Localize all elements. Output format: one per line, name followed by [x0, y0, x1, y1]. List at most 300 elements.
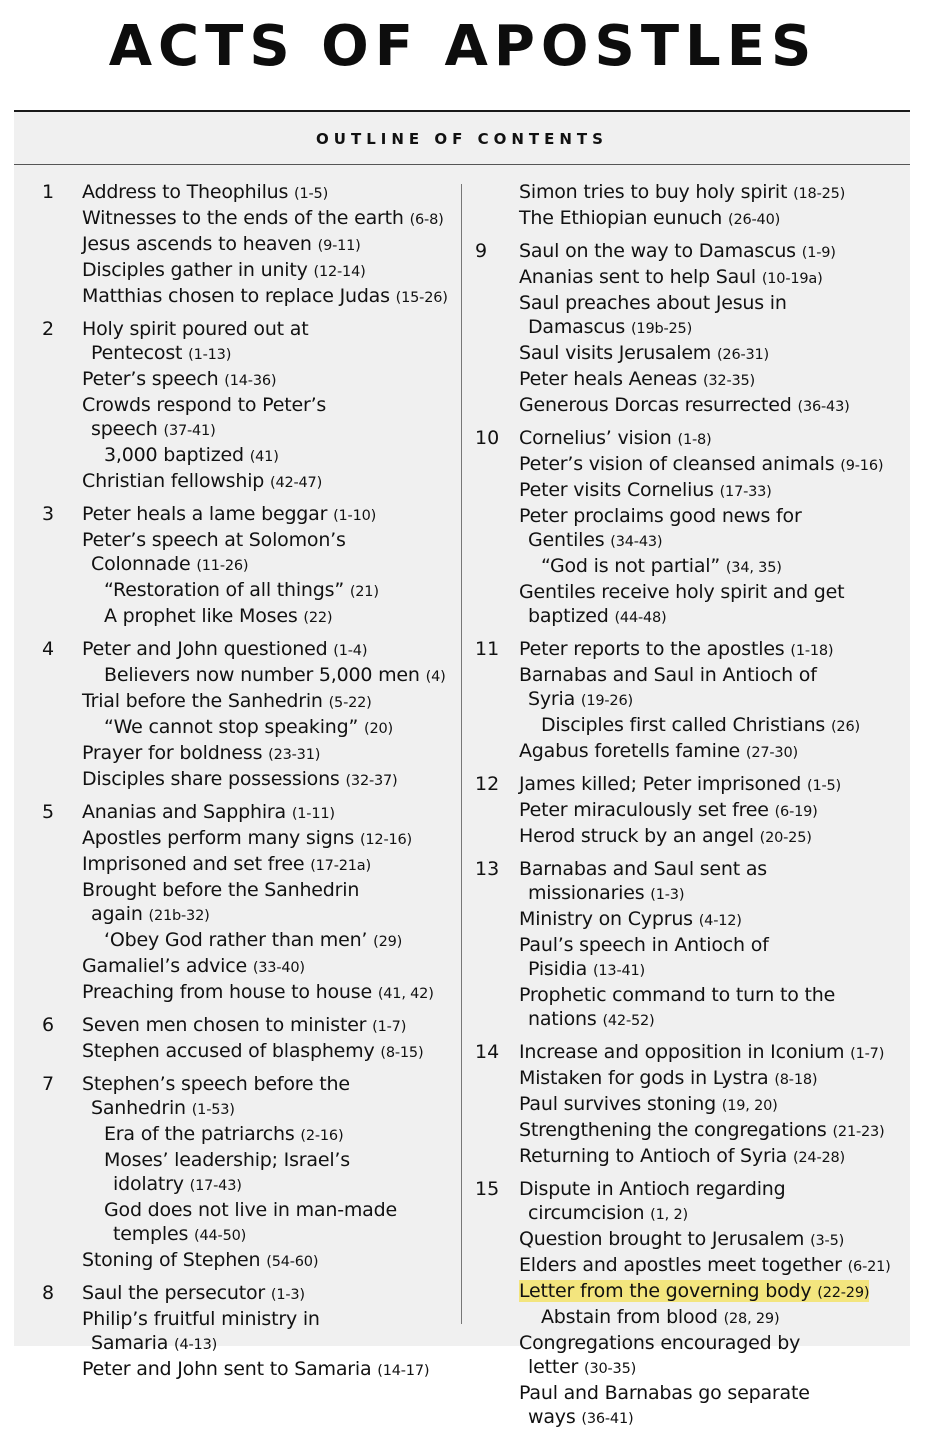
- outline-section: [42, 637, 460, 793]
- verse-reference: (17-21a): [310, 858, 371, 874]
- entry-text: Mistaken for gods in Lystra: [519, 1067, 769, 1089]
- entry-text: Letter from the governing body: [519, 1280, 812, 1302]
- outline-entry: [82, 767, 460, 793]
- entry-text: Question brought to Jerusalem: [519, 1228, 805, 1250]
- entry-text: Peter visits Cornelius: [519, 479, 714, 501]
- outline-entry: [82, 826, 460, 852]
- outline-entry: [519, 206, 904, 232]
- verse-reference: (4-13): [174, 1337, 218, 1353]
- entry-text: Peter proclaims good news for: [519, 505, 802, 527]
- entry-text: James killed; Peter imprisoned: [519, 773, 802, 795]
- chapter-number: 6: [42, 1014, 55, 1036]
- entry-content: [519, 984, 835, 1006]
- chapter-number: 10: [475, 427, 500, 449]
- outline-section: [42, 1072, 460, 1274]
- section-entries: [519, 637, 904, 765]
- entry-content: [519, 908, 742, 930]
- verse-reference: (18-25): [793, 186, 846, 202]
- outline-entry: [519, 1177, 904, 1201]
- verse-reference: (42-47): [269, 475, 323, 491]
- outline-entry: [519, 452, 904, 478]
- outline-entry: [82, 637, 460, 663]
- verse-reference: (1-53): [191, 1102, 235, 1118]
- entry-text: Ananias sent to help Saul: [519, 266, 756, 288]
- verse-reference: (29): [373, 934, 403, 950]
- verse-reference: (13-41): [592, 963, 645, 979]
- outline-entry: [519, 180, 904, 206]
- entry-text: Address to Theophilus: [82, 181, 289, 203]
- verse-reference: (1-10): [333, 508, 377, 524]
- verse-reference: (11-26): [196, 558, 249, 574]
- entry-content: [519, 740, 798, 762]
- entry-text: Generous Dorcas resurrected: [519, 394, 792, 416]
- entry-content: [82, 368, 276, 390]
- outline-section: [475, 426, 904, 630]
- entry-text: Preaching from house to house: [82, 981, 372, 1003]
- outline-entry: [82, 1248, 460, 1274]
- verse-reference: (41, 42): [377, 986, 434, 1002]
- outline-entry: [82, 1281, 460, 1307]
- section-entries: [82, 1013, 460, 1065]
- verse-reference: (4-12): [698, 913, 742, 929]
- verse-reference: (1-3): [270, 1287, 305, 1303]
- entry-content: [541, 555, 782, 577]
- outline-entry: [519, 393, 904, 419]
- entry-text: Peter’s vision of cleansed animals: [519, 453, 835, 475]
- entry-text: Pentecost: [91, 342, 183, 364]
- outline-section: [42, 1281, 460, 1383]
- entry-content: [519, 394, 850, 416]
- outline-section: [42, 502, 460, 630]
- entry-text: Seven men chosen to minister: [82, 1014, 367, 1036]
- outline-entry: [519, 265, 904, 291]
- outline-heading: OUTLINE OF CONTENTS: [316, 130, 608, 148]
- outline-entry: [82, 469, 460, 495]
- outline-entry: [519, 663, 904, 687]
- section-entries: [519, 180, 904, 232]
- entry-text: Jesus ascends to heaven: [82, 233, 312, 255]
- verse-reference: (10-19a): [761, 271, 823, 287]
- entry-text: Peter reports to the apostles: [519, 638, 785, 660]
- entry-content: [104, 1149, 350, 1171]
- entry-content: [519, 181, 845, 203]
- entry-text: Christian fellowship: [82, 470, 265, 492]
- entry-text: Saul on the way to Damascus: [519, 240, 796, 262]
- outline-entry: [82, 1039, 460, 1065]
- entry-text: ways: [528, 1406, 576, 1428]
- entry-text: Ministry on Cyprus: [519, 908, 693, 930]
- entry-content: [519, 453, 883, 475]
- column-divider: [461, 184, 462, 1324]
- entry-content: [541, 714, 860, 736]
- entry-text: nations: [528, 1008, 597, 1030]
- outline-entry: [519, 554, 904, 580]
- outline-entry: [519, 713, 904, 739]
- entry-text: baptized: [528, 605, 609, 627]
- outline-entry: [519, 637, 904, 663]
- entry-content: [82, 318, 308, 340]
- entry-content: [82, 981, 434, 1003]
- heading-rule: [14, 164, 910, 165]
- outline-section: [42, 1013, 460, 1065]
- entry-content: [519, 207, 780, 229]
- verse-reference: (8-18): [774, 1072, 818, 1088]
- entry-text: The Ethiopian eunuch: [519, 207, 723, 229]
- entry-content: [104, 664, 446, 686]
- verse-reference: (1-13): [188, 347, 232, 363]
- entry-text: Saul visits Jerusalem: [519, 342, 712, 364]
- outline-entry: [519, 604, 904, 630]
- entry-content: [528, 1356, 636, 1378]
- entry-content: [519, 858, 767, 880]
- verse-reference: (20-25): [759, 830, 812, 846]
- outline-entry: [519, 580, 904, 604]
- entry-content: [82, 207, 444, 229]
- entry-content: [528, 605, 667, 627]
- entry-text: Damascus: [528, 316, 626, 338]
- entry-text: Dispute in Antioch regarding: [519, 1178, 786, 1200]
- outline-entry: [82, 341, 460, 367]
- verse-reference: (19b-25): [630, 321, 693, 337]
- outline-entry: [519, 798, 904, 824]
- entry-text: Disciples first called Christians: [541, 714, 826, 736]
- entry-text: Era of the patriarchs: [104, 1123, 295, 1145]
- outline-entry: [519, 1305, 904, 1331]
- entry-content: [82, 394, 326, 416]
- entry-content: [82, 181, 328, 203]
- verse-reference: (3-5): [810, 1233, 845, 1249]
- entry-text: idolatry: [113, 1173, 184, 1195]
- entry-text: Brought before the Sanhedrin: [82, 879, 360, 901]
- outline-entry: [82, 1096, 460, 1122]
- verse-reference: (1-11): [291, 806, 335, 822]
- chapter-number: 2: [42, 318, 55, 340]
- entry-text: Pisidia: [528, 958, 588, 980]
- entry-text: “We cannot stop speaking”: [104, 716, 359, 738]
- section-entries: [519, 1040, 904, 1170]
- entry-text: circumcision: [528, 1202, 645, 1224]
- entry-content: [104, 1123, 343, 1145]
- outline-entry: [82, 1148, 460, 1172]
- verse-reference: (28, 29): [723, 1311, 780, 1327]
- entry-content: [104, 1199, 397, 1221]
- section-entries: [82, 1072, 460, 1274]
- entry-content: [519, 1332, 800, 1354]
- entry-content: [91, 1097, 235, 1119]
- entry-content: [82, 638, 367, 660]
- entry-text: Holy spirit poured out at: [82, 318, 309, 340]
- outline-entry: [82, 715, 460, 741]
- outline-entry: [82, 663, 460, 689]
- entry-text: Imprisoned and set free: [82, 853, 305, 875]
- outline-panel: [14, 110, 910, 1428]
- section-entries: [519, 239, 904, 419]
- entry-text: Moses’ leadership; Israel’s: [104, 1149, 350, 1171]
- entry-content: [528, 1202, 688, 1224]
- chapter-number: 3: [42, 503, 55, 525]
- entry-text: Paul and Barnabas go separate: [519, 1382, 810, 1404]
- chapter-number: 8: [42, 1282, 55, 1304]
- chapter-number: 11: [475, 638, 500, 660]
- outline-entry: [82, 552, 460, 578]
- entry-text: Returning to Antioch of Syria: [519, 1145, 788, 1167]
- outline-entry: [82, 180, 460, 206]
- entry-text: Stephen’s speech before the: [82, 1073, 350, 1095]
- outline-entry: [519, 1331, 904, 1355]
- outline-entry: [519, 426, 904, 452]
- section-entries: [82, 180, 460, 310]
- entry-content: [104, 716, 393, 738]
- entry-text: Elders and apostles meet together: [519, 1254, 842, 1276]
- outline-column-right: [475, 180, 904, 1438]
- entry-content: [528, 958, 645, 980]
- verse-reference: (37-41): [163, 423, 216, 439]
- outline-entry: [519, 957, 904, 983]
- entry-text: Peter’s speech: [82, 368, 219, 390]
- chapter-number: 9: [475, 240, 488, 262]
- chapter-number: 15: [475, 1178, 500, 1200]
- verse-reference: (19, 20): [721, 1098, 778, 1114]
- entry-content: [91, 903, 210, 925]
- verse-reference: (9-11): [317, 238, 361, 254]
- verse-reference: (26): [830, 719, 860, 735]
- outline-entry: [82, 1013, 460, 1039]
- verse-reference: (1-8): [677, 432, 712, 448]
- outline-entry: [82, 367, 460, 393]
- outline-entry: [82, 528, 460, 552]
- entry-text: Prophetic command to turn to the: [519, 984, 836, 1006]
- entry-text: God does not live in man-made: [104, 1199, 397, 1221]
- verse-reference: (1-7): [372, 1019, 407, 1035]
- entry-text: Herod struck by an angel: [519, 825, 754, 847]
- verse-reference: (32-35): [702, 373, 755, 389]
- entry-content: [82, 742, 320, 764]
- verse-reference: (1-5): [806, 778, 841, 794]
- verse-reference: (15-26): [395, 290, 448, 306]
- outline-entry: [519, 933, 904, 957]
- verse-reference: (1-5): [294, 186, 329, 202]
- outline-entry: [519, 1201, 904, 1227]
- entry-content: [519, 638, 833, 660]
- entry-content: [82, 879, 359, 901]
- entry-content: [91, 418, 216, 440]
- verse-reference: (17-43): [189, 1178, 242, 1194]
- outline-entry: [82, 317, 460, 341]
- outline-entry: [82, 502, 460, 528]
- verse-reference: (23-31): [268, 747, 321, 763]
- verse-reference: (14-17): [377, 1363, 430, 1379]
- entry-text: temples: [113, 1223, 189, 1245]
- outline-entry: [82, 1357, 460, 1383]
- outline-column-left: [42, 180, 460, 1390]
- outline-entry: [519, 824, 904, 850]
- outline-entry: [519, 239, 904, 265]
- outline-entry: [519, 1007, 904, 1033]
- entry-text: Colonnade: [91, 553, 191, 575]
- entry-content: [519, 1254, 891, 1276]
- outline-entry: [82, 1222, 460, 1248]
- entry-content: [519, 1067, 817, 1089]
- entry-text: Gentiles: [528, 529, 605, 551]
- entry-text: Believers now number 5,000 men: [104, 664, 420, 686]
- outline-entry: [519, 528, 904, 554]
- outline-entry: [82, 258, 460, 284]
- entry-content: [82, 1040, 423, 1062]
- entry-content: [519, 368, 755, 390]
- verse-reference: (22-29): [817, 1285, 870, 1301]
- chapter-number: 14: [475, 1041, 500, 1063]
- chapter-number: 5: [42, 801, 55, 823]
- verse-reference: (42-52): [602, 1013, 655, 1029]
- verse-reference: (2-16): [300, 1128, 344, 1144]
- verse-reference: (6-21): [847, 1259, 891, 1275]
- chapter-number: 7: [42, 1073, 55, 1095]
- entry-content: [82, 529, 346, 551]
- entry-content: [519, 1228, 844, 1250]
- entry-content: [519, 799, 818, 821]
- entry-content: [113, 1223, 246, 1245]
- verse-reference: (1, 2): [650, 1207, 688, 1223]
- outline-entry: [82, 604, 460, 630]
- entry-content: [82, 259, 366, 281]
- outline-entry: [519, 1381, 904, 1405]
- entry-content: [82, 470, 322, 492]
- entry-text: Barnabas and Saul sent as: [519, 858, 767, 880]
- verse-reference: (6-8): [409, 212, 444, 228]
- entry-content: [519, 825, 812, 847]
- entry-text: Crowds respond to Peter’s: [82, 394, 327, 416]
- entry-text: “God is not partial”: [541, 555, 720, 577]
- outline-entry: [519, 291, 904, 315]
- verse-reference: (1-7): [850, 1046, 885, 1062]
- verse-reference: (24-28): [792, 1150, 846, 1166]
- outline-entry: [519, 1144, 904, 1170]
- verse-reference: (21b-32): [148, 908, 210, 924]
- chapter-number: 13: [475, 858, 500, 880]
- entry-text: Peter and John sent to Samaria: [82, 1358, 372, 1380]
- entry-content: [519, 1093, 778, 1115]
- outline-entry: [519, 739, 904, 765]
- outline-section: [475, 1177, 904, 1431]
- outline-entry: [82, 443, 460, 469]
- entry-content: [519, 664, 817, 686]
- entry-text: Witnesses to the ends of the earth: [82, 207, 404, 229]
- entry-text: Cornelius’ vision: [519, 427, 672, 449]
- entry-text: Agabus foretells famine: [519, 740, 741, 762]
- entry-text: speech: [91, 418, 158, 440]
- verse-reference: (32-37): [345, 773, 398, 789]
- entry-text: Gamaliel’s advice: [82, 955, 247, 977]
- entry-text: Disciples share possessions: [82, 768, 340, 790]
- highlighted-entry: [519, 1280, 869, 1302]
- outline-entry: [82, 1331, 460, 1357]
- entry-content: [519, 581, 844, 603]
- entry-content: [519, 773, 841, 795]
- outline-entry: [82, 1198, 460, 1222]
- entry-content: [82, 285, 448, 307]
- outline-entry: [519, 907, 904, 933]
- outline-entry: [519, 478, 904, 504]
- outline-entry: [519, 1118, 904, 1144]
- entry-content: [82, 1014, 406, 1036]
- entry-content: [528, 316, 692, 338]
- outline-entry: [82, 393, 460, 417]
- outline-entry: [519, 1405, 904, 1431]
- outline-section: [42, 317, 460, 495]
- entry-text: Philip’s fruitful ministry in: [82, 1308, 320, 1330]
- entry-text: Ananias and Sapphira: [82, 801, 286, 823]
- entry-content: [82, 1282, 305, 1304]
- entry-content: [519, 1382, 810, 1404]
- outline-entry: [519, 1253, 904, 1279]
- outline-entry: [82, 852, 460, 878]
- verse-reference: (1-3): [650, 887, 685, 903]
- entry-text: Peter and John questioned: [82, 638, 328, 660]
- entry-content: [519, 934, 769, 956]
- outline-entry: [519, 1092, 904, 1118]
- outline-entry: [82, 902, 460, 928]
- verse-reference: (8-15): [380, 1045, 424, 1061]
- verse-reference: (36-41): [581, 1411, 634, 1427]
- outline-entry: [519, 1066, 904, 1092]
- outline-entry: [519, 1355, 904, 1381]
- verse-reference: (27-30): [745, 745, 798, 761]
- entry-content: [519, 266, 823, 288]
- outline-entry: [519, 772, 904, 798]
- entry-content: [82, 827, 412, 849]
- outline-entry: [82, 1172, 460, 1198]
- entry-text: Strengthening the congregations: [519, 1119, 827, 1141]
- entry-content: [519, 427, 712, 449]
- outline-section: [475, 857, 904, 1033]
- entry-content: [519, 1145, 845, 1167]
- entry-text: Saul preaches about Jesus in: [519, 292, 787, 314]
- verse-reference: (21-23): [832, 1124, 885, 1140]
- verse-reference: (12-14): [313, 264, 366, 280]
- verse-reference: (34, 35): [725, 560, 782, 576]
- entry-text: Gentiles receive holy spirit and get: [519, 581, 845, 603]
- outline-entry: [519, 983, 904, 1007]
- verse-reference: (26-31): [716, 347, 770, 363]
- entry-text: Stephen accused of blasphemy: [82, 1040, 375, 1062]
- verse-reference: (44-50): [194, 1228, 247, 1244]
- entry-text: Peter heals Aeneas: [519, 368, 698, 390]
- entry-content: [82, 1358, 429, 1380]
- entry-text: Increase and opposition in Iconium: [519, 1041, 845, 1063]
- outline-entry: [82, 1072, 460, 1096]
- outline-entry: [82, 1307, 460, 1331]
- verse-reference: (1-18): [790, 643, 834, 659]
- entry-content: [82, 853, 371, 875]
- entry-text: Matthias chosen to replace Judas: [82, 285, 390, 307]
- entry-content: [113, 1173, 242, 1195]
- verse-reference: (26-40): [728, 212, 781, 228]
- section-entries: [519, 426, 904, 630]
- chapter-number: 4: [42, 638, 55, 660]
- verse-reference: (4): [425, 669, 446, 685]
- section-entries: [519, 1177, 904, 1431]
- entry-content: [541, 1306, 779, 1328]
- verse-reference: (19-26): [580, 693, 633, 709]
- verse-reference: (17-33): [719, 484, 772, 500]
- entry-content: [82, 1073, 350, 1095]
- entry-text: ‘Obey God rather than men’: [104, 929, 368, 951]
- entry-content: [82, 1249, 318, 1271]
- entry-content: [91, 1332, 217, 1354]
- entry-content: [104, 929, 402, 951]
- verse-reference: (54-60): [266, 1254, 319, 1270]
- outline-entry: [519, 881, 904, 907]
